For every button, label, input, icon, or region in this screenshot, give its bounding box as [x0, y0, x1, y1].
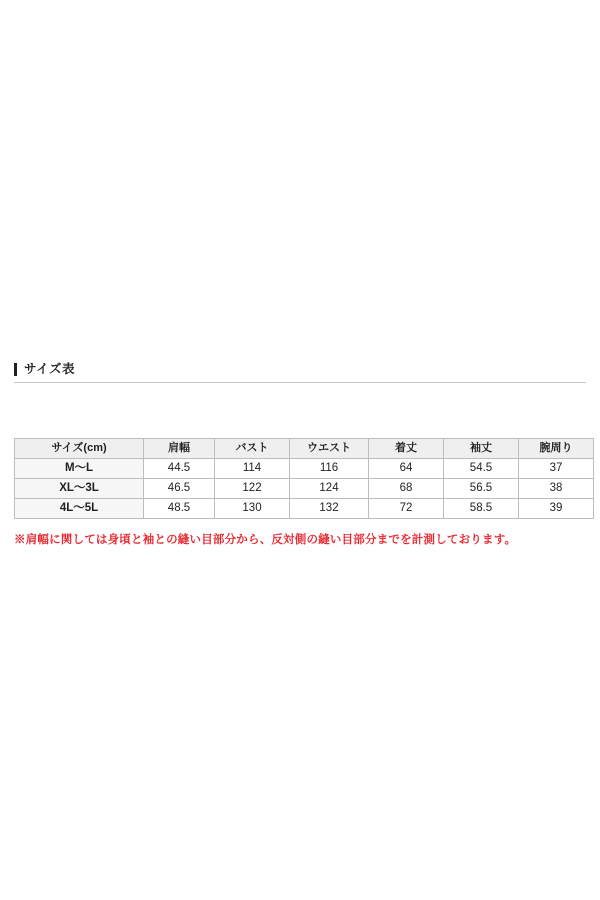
table-cell: 44.5 — [144, 459, 215, 479]
size-chart-section — [14, 363, 586, 548]
table-cell: 37 — [519, 459, 594, 479]
table-column-header: サイズ(cm) — [15, 439, 144, 459]
table-column-header: 肩幅 — [144, 439, 215, 459]
table-column-header: 腕周り — [519, 439, 594, 459]
table-cell: 68 — [369, 479, 444, 499]
table-column-header: 袖丈 — [444, 439, 519, 459]
table-cell: 114 — [215, 459, 290, 479]
table-cell: 56.5 — [444, 479, 519, 499]
table-cell-size: 4L〜5L — [15, 499, 144, 519]
table-row — [15, 499, 594, 519]
table-head — [15, 439, 594, 459]
title-accent-bar — [14, 363, 17, 376]
section-header — [14, 363, 586, 383]
size-table — [14, 438, 594, 519]
measurement-note: ※肩幅に関しては身頃と袖との縫い目部分から、反対側の縫い目部分までを計測しております。 — [14, 534, 517, 546]
table-cell-size: M〜L — [15, 459, 144, 479]
table-row — [15, 459, 594, 479]
table-column-header: バスト — [215, 439, 290, 459]
table-cell: 58.5 — [444, 499, 519, 519]
table-cell: 38 — [519, 479, 594, 499]
table-header-row — [15, 439, 594, 459]
table-cell: 124 — [290, 479, 369, 499]
table-row — [15, 479, 594, 499]
table-cell: 72 — [369, 499, 444, 519]
table-body — [15, 459, 594, 519]
table-cell: 48.5 — [144, 499, 215, 519]
table-cell: 122 — [215, 479, 290, 499]
table-cell: 132 — [290, 499, 369, 519]
table-cell: 54.5 — [444, 459, 519, 479]
table-cell-size: XL〜3L — [15, 479, 144, 499]
table-cell: 39 — [519, 499, 594, 519]
table-cell: 130 — [215, 499, 290, 519]
table-cell: 46.5 — [144, 479, 215, 499]
table-column-header: ウエスト — [290, 439, 369, 459]
table-cell: 64 — [369, 459, 444, 479]
table-column-header: 着丈 — [369, 439, 444, 459]
table-cell: 116 — [290, 459, 369, 479]
page-title: サイズ表 — [24, 362, 76, 377]
